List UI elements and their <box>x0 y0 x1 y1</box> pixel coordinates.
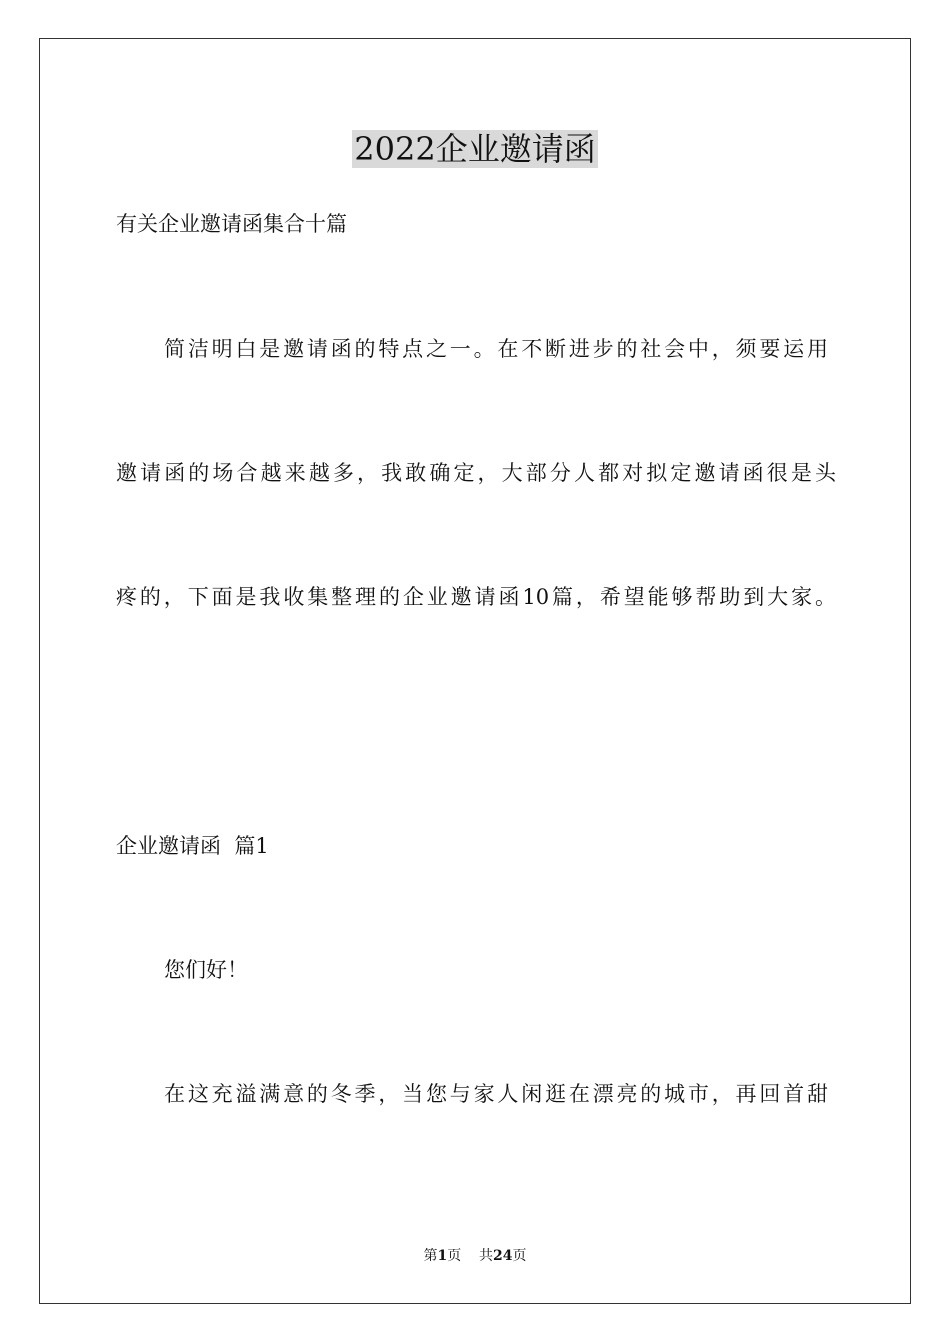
intro-line-2: 邀请函的场合越来越多，我敢确定，大部分人都对拟定邀请函很是头 <box>116 461 836 485</box>
footer-total-pages: 24 <box>493 1248 513 1264</box>
footer-prefix: 第 <box>423 1248 438 1264</box>
footer-mid: 页 共 <box>447 1248 494 1264</box>
intro-line-1: 简洁明白是邀请函的特点之一。在不断进步的社会中，须要运用 <box>164 337 828 361</box>
section-heading: 企业邀请函 篇1 <box>116 834 269 858</box>
footer-suffix: 页 <box>512 1248 527 1264</box>
intro-line-3: 疼的，下面是我收集整理的企业邀请函10篇，希望能够帮助到大家。 <box>116 585 836 609</box>
document-subtitle: 有关企业邀请函集合十篇 <box>116 212 347 236</box>
greeting-text: 您们好！ <box>164 958 248 982</box>
page-footer <box>0 1246 950 1266</box>
footer-page-number: 1 <box>437 1248 448 1264</box>
document-title <box>0 126 950 172</box>
document-title-text: 2022企业邀请函 <box>354 130 596 168</box>
body-paragraph-line: 在这充溢满意的冬季，当您与家人闲逛在漂亮的城市，再回首甜 <box>164 1082 828 1106</box>
